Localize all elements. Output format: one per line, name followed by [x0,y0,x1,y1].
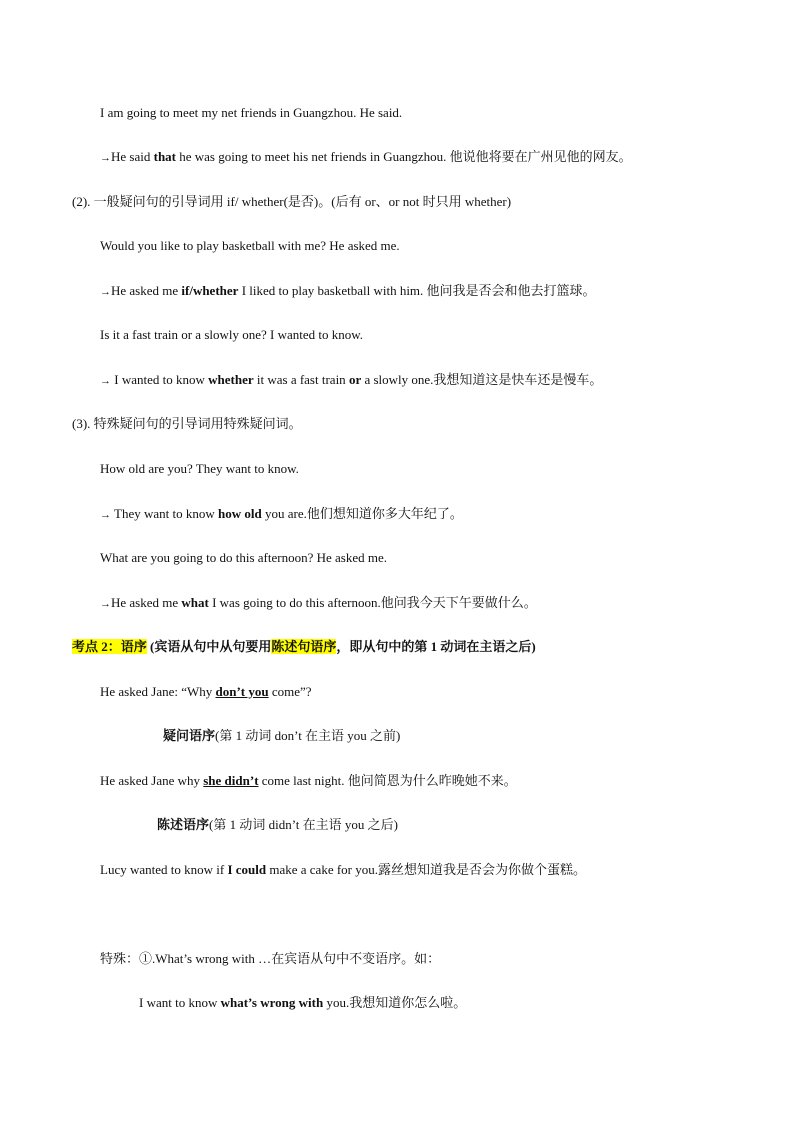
example-sentence: Would you like to play basketball with me? He asked me. [100,238,400,253]
arrow-icon: → [100,375,111,387]
conversion-line: →He asked me what I was going to do this afternoon.他问我今天下午要做什么。 [100,595,537,610]
conversion-line: → I wanted to know whether it was a fast train or a slowly one.我想知道这是快车还是慢车。 [100,372,603,387]
example-sentence: He asked Jane: “Why don’t you come”? [100,684,312,699]
example-sentence: Lucy wanted to know if I could make a cake for you.露丝想知道我是否会为你做个蛋糕。 [100,862,586,877]
word-order-note: 疑问语序(第 1 动词 don’t 在主语 you 之前) [163,728,401,743]
example-sentence: I am going to meet my net friends in Guangzhou. He said. [100,105,403,120]
arrow-icon: → [100,286,111,298]
arrow-icon: → [100,152,111,164]
conversion-line: →He asked me if/whether I liked to play basketball with him. 他问我是否会和他去打篮球。 [100,283,596,298]
section-heading: (2). 一般疑问句的引导词用 if/ whether(是否)。(后有 or、or not 时只用 whether) [72,194,512,209]
example-sentence: How old are you? They want to know. [100,461,299,476]
special-note: 特殊：①.What’s wrong with …在宾语从句中不变语序。如： [100,951,441,966]
arrow-icon: → [100,598,111,610]
word-order-note: 陈述语序(第 1 动词 didn’t 在主语 you 之后) [157,817,398,832]
conversion-line: →He said that he was going to meet his net friends in Guangzhou. 他说他将要在广州见他的网友。 [100,149,632,164]
arrow-icon: → [100,509,111,521]
example-sentence: I want to know what’s wrong with you.我想知道你怎么啦。 [139,995,467,1010]
example-sentence: What are you going to do this afternoon? He asked me. [100,550,387,565]
conversion-line: → They want to know how old you are.他们想知道你多大年纪了。 [100,506,463,521]
key-point-title: 考点 2：语序 (宾语从句中从句要用陈述句语序，即从句中的第 1 动词在主语之后) [72,639,536,654]
example-sentence: He asked Jane why she didn’t come last night. 他问简恩为什么昨晚她不来。 [100,773,517,788]
example-sentence: Is it a fast train or a slowly one? I wanted to know. [100,327,364,342]
section-heading: (3). 特殊疑问句的引导词用特殊疑问词。 [72,416,302,431]
